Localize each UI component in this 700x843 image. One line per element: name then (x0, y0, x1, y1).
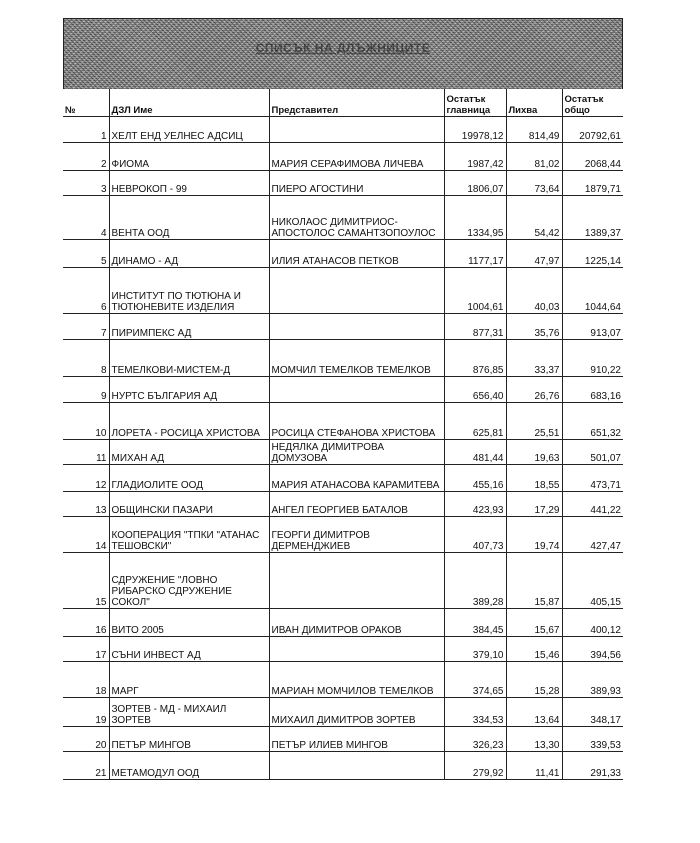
principal-amount: 334,53 (444, 698, 506, 727)
interest-amount: 35,76 (506, 314, 562, 340)
interest-amount: 19,63 (506, 440, 562, 465)
header-banner (63, 18, 623, 89)
interest-amount: 15,67 (506, 609, 562, 637)
table-row (63, 662, 623, 698)
representative: РОСИЦА СТЕФАНОВА ХРИСТОВА (269, 403, 444, 440)
table-row (63, 377, 623, 403)
table-row (63, 553, 623, 609)
row-number: 20 (63, 727, 109, 752)
principal-amount: 384,45 (444, 609, 506, 637)
principal-amount: 19978,12 (444, 117, 506, 143)
representative: МОМЧИЛ ТЕМЕЛКОВ ТЕМЕЛКОВ (269, 340, 444, 377)
header-principal: Остатък главница (444, 89, 506, 117)
table-row (63, 517, 623, 553)
interest-amount: 47,97 (506, 240, 562, 268)
interest-amount: 19,74 (506, 517, 562, 553)
representative: НЕДЯЛКА ДИМИТРОВА ДОМУЗОВА (269, 440, 444, 465)
representative: ГЕОРГИ ДИМИТРОВ ДЕРМЕНДЖИЕВ (269, 517, 444, 553)
debtor-name: ВЕНТА ООД (109, 196, 269, 240)
table-row (63, 492, 623, 517)
row-number: 9 (63, 377, 109, 403)
representative: ИВАН ДИМИТРОВ ОРАКОВ (269, 609, 444, 637)
debtor-name: ГЛАДИОЛИТЕ ООД (109, 465, 269, 492)
debtor-name: ТЕМЕЛКОВИ-МИСТЕМ-Д (109, 340, 269, 377)
debtors-sheet (63, 18, 623, 780)
principal-amount: 481,44 (444, 440, 506, 465)
debtor-name: КООПЕРАЦИЯ "ТПКИ "АТАНАС ТЕШОВСКИ" (109, 517, 269, 553)
debtor-name: ОБЩИНСКИ ПАЗАРИ (109, 492, 269, 517)
interest-amount: 25,51 (506, 403, 562, 440)
representative: МИХАИЛ ДИМИТРОВ ЗОРТЕВ (269, 698, 444, 727)
interest-amount: 73,64 (506, 171, 562, 196)
total-amount: 473,71 (562, 465, 623, 492)
header-row (63, 89, 623, 117)
row-number: 2 (63, 143, 109, 171)
table-row (63, 465, 623, 492)
total-amount: 394,56 (562, 637, 623, 662)
debtor-name: ЗОРТЕВ - МД - МИХАИЛ ЗОРТЕВ (109, 698, 269, 727)
interest-amount: 54,42 (506, 196, 562, 240)
total-amount: 501,07 (562, 440, 623, 465)
principal-amount: 876,85 (444, 340, 506, 377)
total-amount: 20792,61 (562, 117, 623, 143)
table-row (63, 117, 623, 143)
row-number: 3 (63, 171, 109, 196)
table-row (63, 171, 623, 196)
row-number: 16 (63, 609, 109, 637)
representative (269, 117, 444, 143)
principal-amount: 389,28 (444, 553, 506, 609)
table-row (63, 143, 623, 171)
principal-amount: 877,31 (444, 314, 506, 340)
row-number: 6 (63, 268, 109, 314)
row-number: 17 (63, 637, 109, 662)
interest-amount: 17,29 (506, 492, 562, 517)
total-amount: 2068,44 (562, 143, 623, 171)
total-amount: 1225,14 (562, 240, 623, 268)
representative (269, 553, 444, 609)
total-amount: 339,53 (562, 727, 623, 752)
principal-amount: 1004,61 (444, 268, 506, 314)
principal-amount: 407,73 (444, 517, 506, 553)
row-number: 14 (63, 517, 109, 553)
representative (269, 752, 444, 780)
header-no: № (63, 89, 109, 117)
row-number: 10 (63, 403, 109, 440)
interest-amount: 13,30 (506, 727, 562, 752)
representative: МАРИЯ АТАНАСОВА КАРАМИТЕВА (269, 465, 444, 492)
row-number: 21 (63, 752, 109, 780)
table-row (63, 637, 623, 662)
row-number: 4 (63, 196, 109, 240)
row-number: 18 (63, 662, 109, 698)
row-number: 5 (63, 240, 109, 268)
total-amount: 1389,37 (562, 196, 623, 240)
total-amount: 348,17 (562, 698, 623, 727)
debtor-name: СДРУЖЕНИЕ "ЛОВНО РИБАРСКО СДРУЖЕНИЕ СОКОЛ" (109, 553, 269, 609)
debtor-name: ЛОРЕТА - РОСИЦА ХРИСТОВА (109, 403, 269, 440)
representative: ИЛИЯ АТАНАСОВ ПЕТКОВ (269, 240, 444, 268)
principal-amount: 1177,17 (444, 240, 506, 268)
principal-amount: 1334,95 (444, 196, 506, 240)
debtors-table (63, 89, 623, 780)
debtor-name: НУРТС БЪЛГАРИЯ АД (109, 377, 269, 403)
principal-amount: 326,23 (444, 727, 506, 752)
total-amount: 1044,64 (562, 268, 623, 314)
interest-amount: 11,41 (506, 752, 562, 780)
table-row (63, 440, 623, 465)
representative: МАРИЯ СЕРАФИМОВА ЛИЧЕВА (269, 143, 444, 171)
total-amount: 400,12 (562, 609, 623, 637)
debtor-name: ВИТО 2005 (109, 609, 269, 637)
debtor-name: ДИНАМО - АД (109, 240, 269, 268)
interest-amount: 40,03 (506, 268, 562, 314)
total-amount: 913,07 (562, 314, 623, 340)
total-amount: 1879,71 (562, 171, 623, 196)
principal-amount: 656,40 (444, 377, 506, 403)
principal-amount: 1987,42 (444, 143, 506, 171)
table-row (63, 403, 623, 440)
interest-amount: 15,46 (506, 637, 562, 662)
table-row (63, 268, 623, 314)
representative: МАРИАН МОМЧИЛОВ ТЕМЕЛКОВ (269, 662, 444, 698)
row-number: 1 (63, 117, 109, 143)
debtor-name: ИНСТИТУТ ПО ТЮТЮНА И ТЮТЮНЕВИТЕ ИЗДЕЛИЯ (109, 268, 269, 314)
header-representative: Представител (269, 89, 444, 117)
interest-amount: 18,55 (506, 465, 562, 492)
debtor-name: НЕВРОКОП - 99 (109, 171, 269, 196)
debtor-name: ХЕЛТ ЕНД УЕЛНЕС АДСИЦ (109, 117, 269, 143)
principal-amount: 279,92 (444, 752, 506, 780)
interest-amount: 26,76 (506, 377, 562, 403)
row-number: 7 (63, 314, 109, 340)
total-amount: 291,33 (562, 752, 623, 780)
table-row (63, 698, 623, 727)
table-row (63, 340, 623, 377)
header-total: Остатък общо (562, 89, 623, 117)
representative (269, 268, 444, 314)
banner-title: СПИСЪК НА ДЛЪЖНИЦИТЕ (255, 41, 431, 55)
row-number: 13 (63, 492, 109, 517)
total-amount: 405,15 (562, 553, 623, 609)
total-amount: 441,22 (562, 492, 623, 517)
interest-amount: 81,02 (506, 143, 562, 171)
debtor-name: МАРГ (109, 662, 269, 698)
total-amount: 910,22 (562, 340, 623, 377)
principal-amount: 379,10 (444, 637, 506, 662)
representative (269, 377, 444, 403)
debtor-name: МЕТАМОДУЛ ООД (109, 752, 269, 780)
interest-amount: 33,37 (506, 340, 562, 377)
debtor-name: СЪНИ ИНВЕСТ АД (109, 637, 269, 662)
row-number: 19 (63, 698, 109, 727)
row-number: 11 (63, 440, 109, 465)
principal-amount: 625,81 (444, 403, 506, 440)
row-number: 12 (63, 465, 109, 492)
total-amount: 389,93 (562, 662, 623, 698)
row-number: 8 (63, 340, 109, 377)
principal-amount: 423,93 (444, 492, 506, 517)
table-row (63, 196, 623, 240)
total-amount: 683,16 (562, 377, 623, 403)
debtor-name: ПЕТЪР МИНГОВ (109, 727, 269, 752)
principal-amount: 455,16 (444, 465, 506, 492)
interest-amount: 15,28 (506, 662, 562, 698)
total-amount: 427,47 (562, 517, 623, 553)
table-row (63, 609, 623, 637)
debtor-name: ФИОМА (109, 143, 269, 171)
principal-amount: 374,65 (444, 662, 506, 698)
representative: АНГЕЛ ГЕОРГИЕВ БАТАЛОВ (269, 492, 444, 517)
table-body (63, 117, 623, 780)
row-number: 15 (63, 553, 109, 609)
table-header (63, 89, 623, 117)
table-row (63, 240, 623, 268)
debtor-name: ПИРИМПЕКС АД (109, 314, 269, 340)
header-interest: Лихва (506, 89, 562, 117)
table-row (63, 752, 623, 780)
header-name: ДЗЛ Име (109, 89, 269, 117)
total-amount: 651,32 (562, 403, 623, 440)
interest-amount: 13,64 (506, 698, 562, 727)
interest-amount: 814,49 (506, 117, 562, 143)
representative: НИКОЛАОС ДИМИТРИОС-АПОСТОЛОС САМАНТЗОПОУЛОС (269, 196, 444, 240)
representative (269, 314, 444, 340)
debtor-name: МИХАН АД (109, 440, 269, 465)
principal-amount: 1806,07 (444, 171, 506, 196)
representative: ПЕТЪР ИЛИЕВ МИНГОВ (269, 727, 444, 752)
representative (269, 637, 444, 662)
representative: ПИЕРО АГОСТИНИ (269, 171, 444, 196)
table-row (63, 314, 623, 340)
table-row (63, 727, 623, 752)
interest-amount: 15,87 (506, 553, 562, 609)
